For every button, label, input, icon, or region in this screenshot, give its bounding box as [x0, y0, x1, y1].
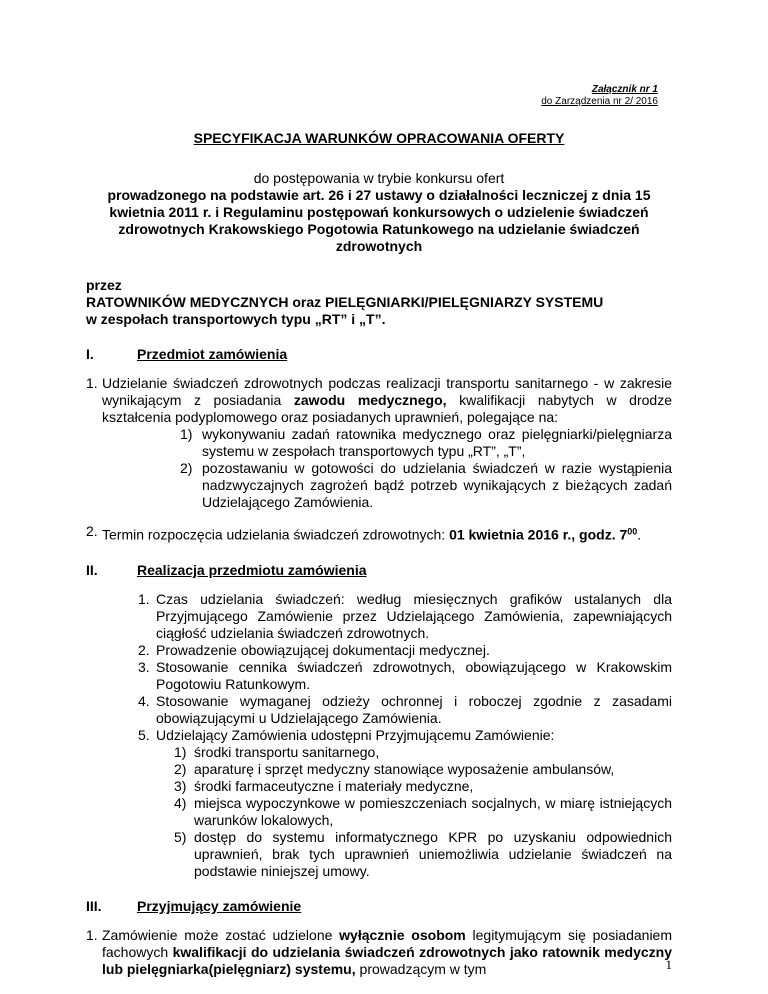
section-1-item-1 [86, 375, 672, 426]
list-item-text: Stosowanie cennika świadczeń zdrowotnych, obowiązującego w Krakowskim Pogotowiu Ratunkowym. [156, 658, 672, 692]
item-text-bold: kwalifikacji do udzielania świadczeń zdrowotnych jako ratownik medyczny lub pielęgniarka(pielęgniarz) systemu, [102, 943, 672, 977]
list-item-text: Stosowanie wymaganej odzieży ochronnej i roboczej zgodnie z zasadami obowiązującymi u Udzielającego Zamówienia. [156, 692, 672, 726]
list-item [138, 693, 672, 727]
sub-item-number: 2) [180, 460, 193, 476]
item-text-bold: wyłącznie osobom [339, 926, 466, 943]
przez-line-1: przez [86, 277, 122, 293]
item-text: legitymującym się posiadaniem fachowych [102, 926, 673, 960]
section-2-sublist [174, 744, 672, 880]
list-item-number: 3. [138, 658, 150, 675]
section-1-sublist [180, 426, 672, 511]
list-item-number: 1. [138, 590, 150, 607]
item-text: Zamówienie może zostać udzielone [102, 926, 340, 943]
list-item-number: 5. [138, 726, 150, 743]
section-1-heading [86, 346, 672, 363]
sub-item-text: środki farmaceutyczne i materiały medyczne, [194, 777, 474, 794]
sub-item [174, 829, 672, 880]
section-3-heading [86, 898, 672, 915]
sub-item-text: środki transportu sanitarnego, [194, 743, 380, 760]
list-item-text: Czas udzielania świadczeń: według miesięcznych grafików ustalanych dla Przyjmującego Zamówienie przez Udzielającego Zamówienia, zapewniających ciągłość udzielania świadczeń zdrowotnych. [156, 590, 672, 641]
sub-item-number: 5) [174, 828, 187, 845]
item-text: . [637, 526, 642, 543]
sub-item-number: 4) [174, 794, 187, 811]
sub-item-text: aparaturę i sprzęt medyczny stanowiące wyposażenie ambulansów, [194, 760, 615, 777]
sub-item [180, 426, 672, 460]
section-1-title: Przedmiot zamówienia [137, 346, 288, 362]
sub-item [174, 761, 672, 778]
list-item [138, 642, 672, 659]
sub-item-text: miejsca wypoczynkowe w pomieszczeniach socjalnych, w miarę istniejących warunków lokalowych, [194, 794, 672, 828]
sub-item-text: pozostawaniu w gotowości do udzielania świadczeń w razie wystąpienia nadzwyczajnych zagrożeń bądź potrzeb wynikających z bieżących zadań Udzielającego Zamówienia. [202, 460, 672, 510]
page-number: 1 [665, 957, 672, 972]
list-item-number: 4. [138, 692, 150, 709]
section-1-number: I. [86, 346, 94, 362]
section-3-item-1 [86, 927, 672, 978]
document-title: SPECYFIKACJA WARUNKÓW OPRACOWANIA OFERTY [193, 130, 565, 146]
item-text: Termin rozpoczęcia udzielania świadczeń zdrowotnych: [102, 526, 450, 543]
annex-reference: do Zarządzenia nr 2/ 2016 [541, 96, 658, 107]
przez-line-3: w zespołach transportowych typu „RT” i „T”. [86, 311, 386, 327]
sub-item [174, 744, 672, 761]
section-3-number: III. [86, 897, 102, 914]
intro-line-1: do postępowania w trybie konkursu ofert [253, 170, 505, 186]
section-1-item-2 [86, 523, 672, 544]
sub-item-number: 1) [180, 426, 193, 442]
section-3-title: Przyjmujący zamówienie [137, 897, 302, 914]
sub-item-text: dostęp do systemu informatycznego KPR po uzyskaniu odpowiednich uprawnień, brak tych uprawnień uniemożliwia udzielanie świadczeń na podstawie niniejszej umowy. [194, 828, 672, 879]
item-text: kwalifikacji nabytych w drodze kształcenia podyplomowego oraz posiadanych uprawnień, polegające na: [102, 392, 672, 425]
sub-item-number: 2) [174, 760, 187, 777]
item-text: Udzielanie świadczeń zdrowotnych podczas realizacji transportu sanitarnego - w zakresie wynikającym z posiadania [102, 375, 672, 408]
intro-line-2: prowadzonego na podstawie art. 26 i 27 ustawy o działalności leczniczej z dnia 15 kwietnia 2011 r. i Regulaminu postępowań konkursowych o udzielenie świadczeń zdrowotnych Krakowskiego Pogotowia Ratunkowego na udzielanie świadczeń zdrowotnych [107, 187, 651, 254]
sub-item [174, 795, 672, 829]
start-date: 01 kwietnia 2016 r., godz. 7 [449, 526, 628, 543]
section-2-title: Realizacja przedmiotu zamówienia [137, 561, 367, 578]
intro-block [86, 170, 672, 255]
list-item [138, 591, 672, 642]
list-item-text: Udzielający Zamówienia udostępni Przyjmującemu Zamówienie: [156, 726, 555, 743]
list-item [138, 727, 672, 744]
section-2-number: II. [86, 561, 98, 578]
sub-item [174, 778, 672, 795]
sub-item-number: 3) [174, 777, 187, 794]
annex-header [86, 84, 658, 108]
list-item [138, 659, 672, 693]
sub-item [180, 460, 672, 511]
section-2-list [138, 591, 672, 880]
section-2-heading [86, 562, 672, 579]
item-number: 1. [86, 375, 98, 391]
przez-line-2: RATOWNIKÓW MEDYCZNYCH oraz PIELĘGNIARKI/PIELĘGNIARZY SYSTEMU [86, 294, 604, 310]
sub-item-number: 1) [174, 743, 187, 760]
list-item-text: Prowadzenie obowiązującej dokumentacji medycznej. [156, 641, 490, 658]
annex-title: Załącznik nr 1 [591, 84, 658, 95]
item-text-bold: zawodu medycznego, [293, 392, 447, 408]
przez-block [86, 277, 672, 328]
sub-item-text: wykonywaniu zadań ratownika medycznego oraz pielęgniarki/pielęgniarza systemu w zespołach transportowych typu „RT”, „T”, [202, 426, 672, 459]
start-hour-superscript: 00 [627, 526, 638, 536]
item-number: 1. [86, 926, 98, 943]
list-item-number: 2. [138, 641, 150, 658]
item-number: 2. [86, 523, 98, 539]
item-text: prowadzącym w tym [355, 960, 487, 977]
